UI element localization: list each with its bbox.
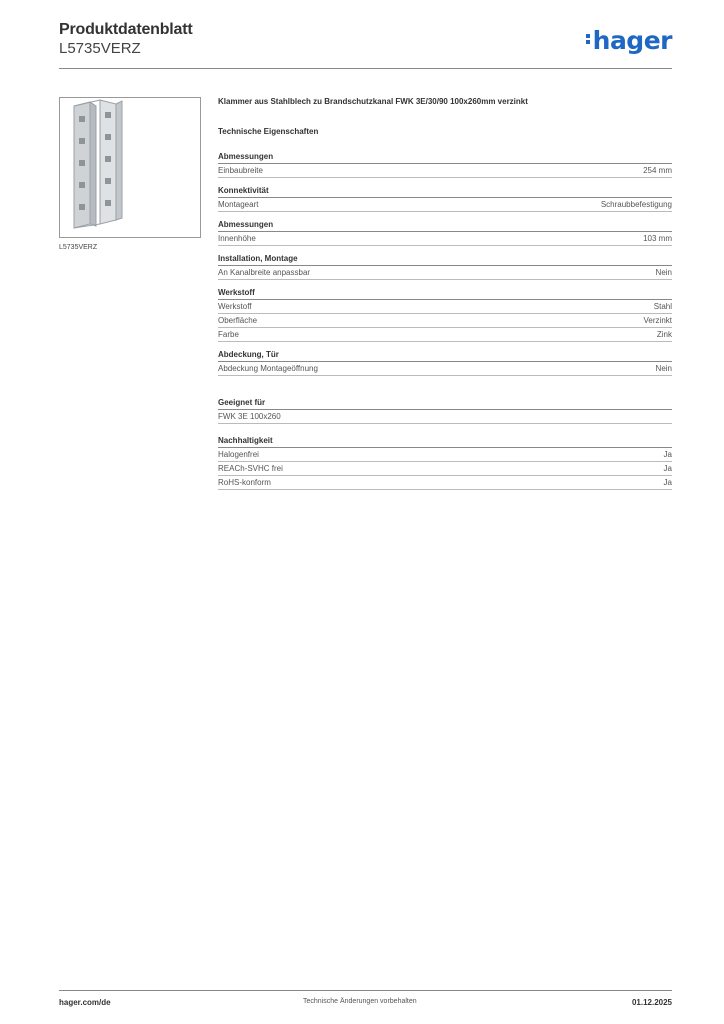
spec-value: Schraubbefestigung bbox=[600, 200, 672, 209]
spec-label: Halogenfrei bbox=[218, 450, 259, 459]
section-heading: Installation, Montage bbox=[218, 253, 672, 266]
section-heading: Abmessungen bbox=[218, 219, 672, 232]
spec-row bbox=[218, 462, 672, 476]
spec-section bbox=[218, 287, 672, 342]
spec-row bbox=[218, 476, 672, 490]
image-caption: L5735VERZ bbox=[59, 244, 98, 251]
spec-value: Stahl bbox=[653, 302, 672, 311]
section-heading: Werkstoff bbox=[218, 287, 672, 300]
spec-label: FWK 3E 100x260 bbox=[218, 412, 281, 421]
spec-label: RoHS-konform bbox=[218, 478, 271, 487]
spec-content bbox=[218, 96, 672, 497]
section-heading: Geeignet für bbox=[218, 397, 672, 410]
spec-label: Innenhöhe bbox=[218, 234, 256, 243]
spec-value: Ja bbox=[663, 450, 672, 459]
section-heading: Abdeckung, Tür bbox=[218, 349, 672, 362]
spec-value: 103 mm bbox=[643, 234, 672, 243]
spec-section bbox=[218, 151, 672, 178]
section-heading: Konnektivität bbox=[218, 185, 672, 198]
spec-section bbox=[218, 219, 672, 246]
spec-label: Montageart bbox=[218, 200, 259, 209]
spec-row bbox=[218, 362, 672, 376]
footer-date: 01.12.2025 bbox=[631, 998, 672, 1007]
spec-row bbox=[218, 314, 672, 328]
section-heading: Abmessungen bbox=[218, 151, 672, 164]
product-description: Klammer aus Stahlblech zu Brandschutzkanal FWK 3E/30/90 100x260mm verzinkt bbox=[218, 97, 528, 106]
spec-label: Einbaubreite bbox=[218, 166, 263, 175]
spec-row bbox=[218, 198, 672, 212]
bracket-illustration-icon bbox=[60, 98, 200, 237]
sustainability-section bbox=[218, 435, 672, 490]
spec-row bbox=[218, 410, 672, 424]
spec-value: Ja bbox=[663, 478, 672, 487]
spec-label: An Kanalbreite anpassbar bbox=[218, 268, 311, 277]
header-divider bbox=[59, 68, 672, 69]
spec-label: Abdeckung Montageöffnung bbox=[218, 364, 318, 373]
spec-label: REACh-SVHC frei bbox=[218, 464, 283, 473]
spec-label: Oberfläche bbox=[218, 316, 258, 325]
spec-value: Zink bbox=[656, 330, 672, 339]
spec-value: Nein bbox=[655, 364, 672, 373]
product-image bbox=[59, 97, 201, 238]
technical-title: Technische Eigenschaften bbox=[218, 127, 319, 136]
logo-text: hager bbox=[592, 26, 672, 55]
spec-row bbox=[218, 300, 672, 314]
spec-row bbox=[218, 266, 672, 280]
footer-website-link[interactable]: hager.com/de bbox=[59, 998, 111, 1007]
spec-label: Werkstoff bbox=[218, 302, 252, 311]
spec-label: Farbe bbox=[218, 330, 239, 339]
spec-value: Nein bbox=[655, 268, 672, 277]
section-heading: Nachhaltigkeit bbox=[218, 435, 672, 448]
footer-divider bbox=[59, 990, 672, 991]
spec-section bbox=[218, 185, 672, 212]
spec-section bbox=[218, 253, 672, 280]
logo-dots-icon bbox=[586, 32, 591, 46]
product-code: L5735VERZ bbox=[59, 40, 141, 57]
spec-row bbox=[218, 328, 672, 342]
spec-row bbox=[218, 164, 672, 178]
spec-row bbox=[218, 448, 672, 462]
spec-value: Ja bbox=[663, 464, 672, 473]
spec-value: 254 mm bbox=[643, 166, 672, 175]
spec-section bbox=[218, 349, 672, 376]
page-title: Produktdatenblatt bbox=[59, 21, 193, 38]
spec-row bbox=[218, 232, 672, 246]
suitable-section bbox=[218, 397, 672, 424]
spec-value: Verzinkt bbox=[643, 316, 672, 325]
hager-logo[interactable] bbox=[586, 26, 672, 55]
footer-note: Technische Änderungen vorbehalten bbox=[303, 998, 417, 1005]
